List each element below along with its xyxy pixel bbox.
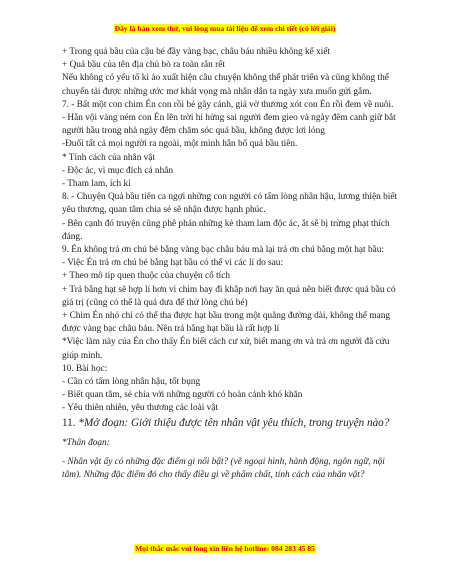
document-body xyxy=(62,46,400,482)
text-line: - Tham lam, ích kỉ xyxy=(62,179,131,190)
text-line: - Biết quan tâm, sẻ chia với những người có hoàn cảnh khó khăn xyxy=(62,390,303,401)
text-line: 9. Én không trả ơn chú bé bằng vàng bạc châu báu mà lại trả ơn chú bằng một hạt bầu: xyxy=(62,245,384,256)
text-line: * Tính cách của nhân vật xyxy=(62,152,156,163)
text-line: Nếu không có yếu tố kì ảo xuất hiện câu chuyện không thể phát triển và cũng không thể chuyển tải được những ước mơ khát vọng mà nhân dân ta ngày xưa muốn gửi gắm. xyxy=(62,73,389,97)
text-line: - Cần có tấm lòng nhân hậu, tốt bụng xyxy=(62,377,201,388)
text-line: - Hằn vội vàng ném con Én lên trời hí hửng sai người đem gieo và ngày đêm canh giữ bắt người hầu trong nhà ngày đêm chăm sóc quả bầu, không được lơi lỏng xyxy=(62,113,396,137)
text-line: 8. - Chuyện Quả bầu tiên ca ngợi những con người có tấm lòng nhân hậu, lương thiện biết yêu thương, quan tâm chia sẻ sẽ nhận được hạnh phúc. xyxy=(62,192,398,216)
text-line: 10. Bài học: xyxy=(62,363,108,374)
text-line: - Việc Én trả ơn chú bé bằng hạt bầu có thể vì các lí do sau: xyxy=(62,258,284,269)
than-doan-text: - Nhân vật ấy có những đặc điểm gì nổi bật? (vẽ ngoại hình, hành động, ngôn ngữ, nội tâm). Những đặc điểm đó cho thấy điều gì về phẩm chất, tính cách của nhân vật? xyxy=(62,456,385,481)
header-banner-text: Đây là bản xem thử, vui lòng mua tài liệu để xem chi tiết (có lời giải) xyxy=(114,24,336,33)
question-11: 11. *Mở đoạn: Giới thiệu được tên nhân vật yêu thích, trong truyện nào? xyxy=(62,416,390,429)
footer-banner xyxy=(0,538,450,556)
than-doan-heading: *Thân đoạn: xyxy=(62,437,110,448)
text-line: - Yêu thiên nhiên, yêu thương các loài vật xyxy=(62,403,218,414)
footer-banner-text: Mọi thắc mắc vui lòng xin liên hệ hotline: 084 283 45 85 xyxy=(135,544,315,553)
header-banner xyxy=(0,18,450,36)
text-line: + Trong quả bầu của cậu bé đầy vàng bạc, châu báu nhiều không kể xiết xyxy=(62,47,331,57)
text-line: + Trả bằng hạt sẽ hợp lí hơn vì chim bay đi khắp nơi hay ăn quả nên biết được quả bầu có giá trị (cũng có thể là quả dưa để thử lòng chú bé) xyxy=(62,284,396,308)
text-line: + Quả bầu của tên địa chủ bò ra toàn rắn rết xyxy=(62,60,225,71)
text-line: + Chim Én nhỏ chỉ có thể tha được hạt bầu trong một quãng đường dài, không thể mang được vàng bạc châu báu. Nên trả bằng hạt bầu là rất hợp lí xyxy=(62,311,391,335)
text-line: *Việc làm này của Én cho thấy Én biết cách cư xử, biết mang ơn và trả ơn người đã cứu giúp mình. xyxy=(62,337,390,361)
text-line: + Theo mô típ quen thuộc của chuyện cổ tích xyxy=(62,271,230,282)
text-line: -Đuổi tất cả mọi người ra ngoài, một mình hắn bổ quả bầu tiên. xyxy=(62,139,298,150)
text-line: - Độc ác, vì mục đích cá nhân xyxy=(62,165,173,176)
text-line: 7. - Bất một con chim Én con rồi bẻ gãy cánh, giả vờ thương xót con Én rồi đem về nuôi. xyxy=(62,99,394,110)
text-line: - Bên cạnh đó truyện cũng phê phán những kẻ tham lam độc ác, ắt sẽ bị trừng phạt thích đáng. xyxy=(62,218,390,242)
